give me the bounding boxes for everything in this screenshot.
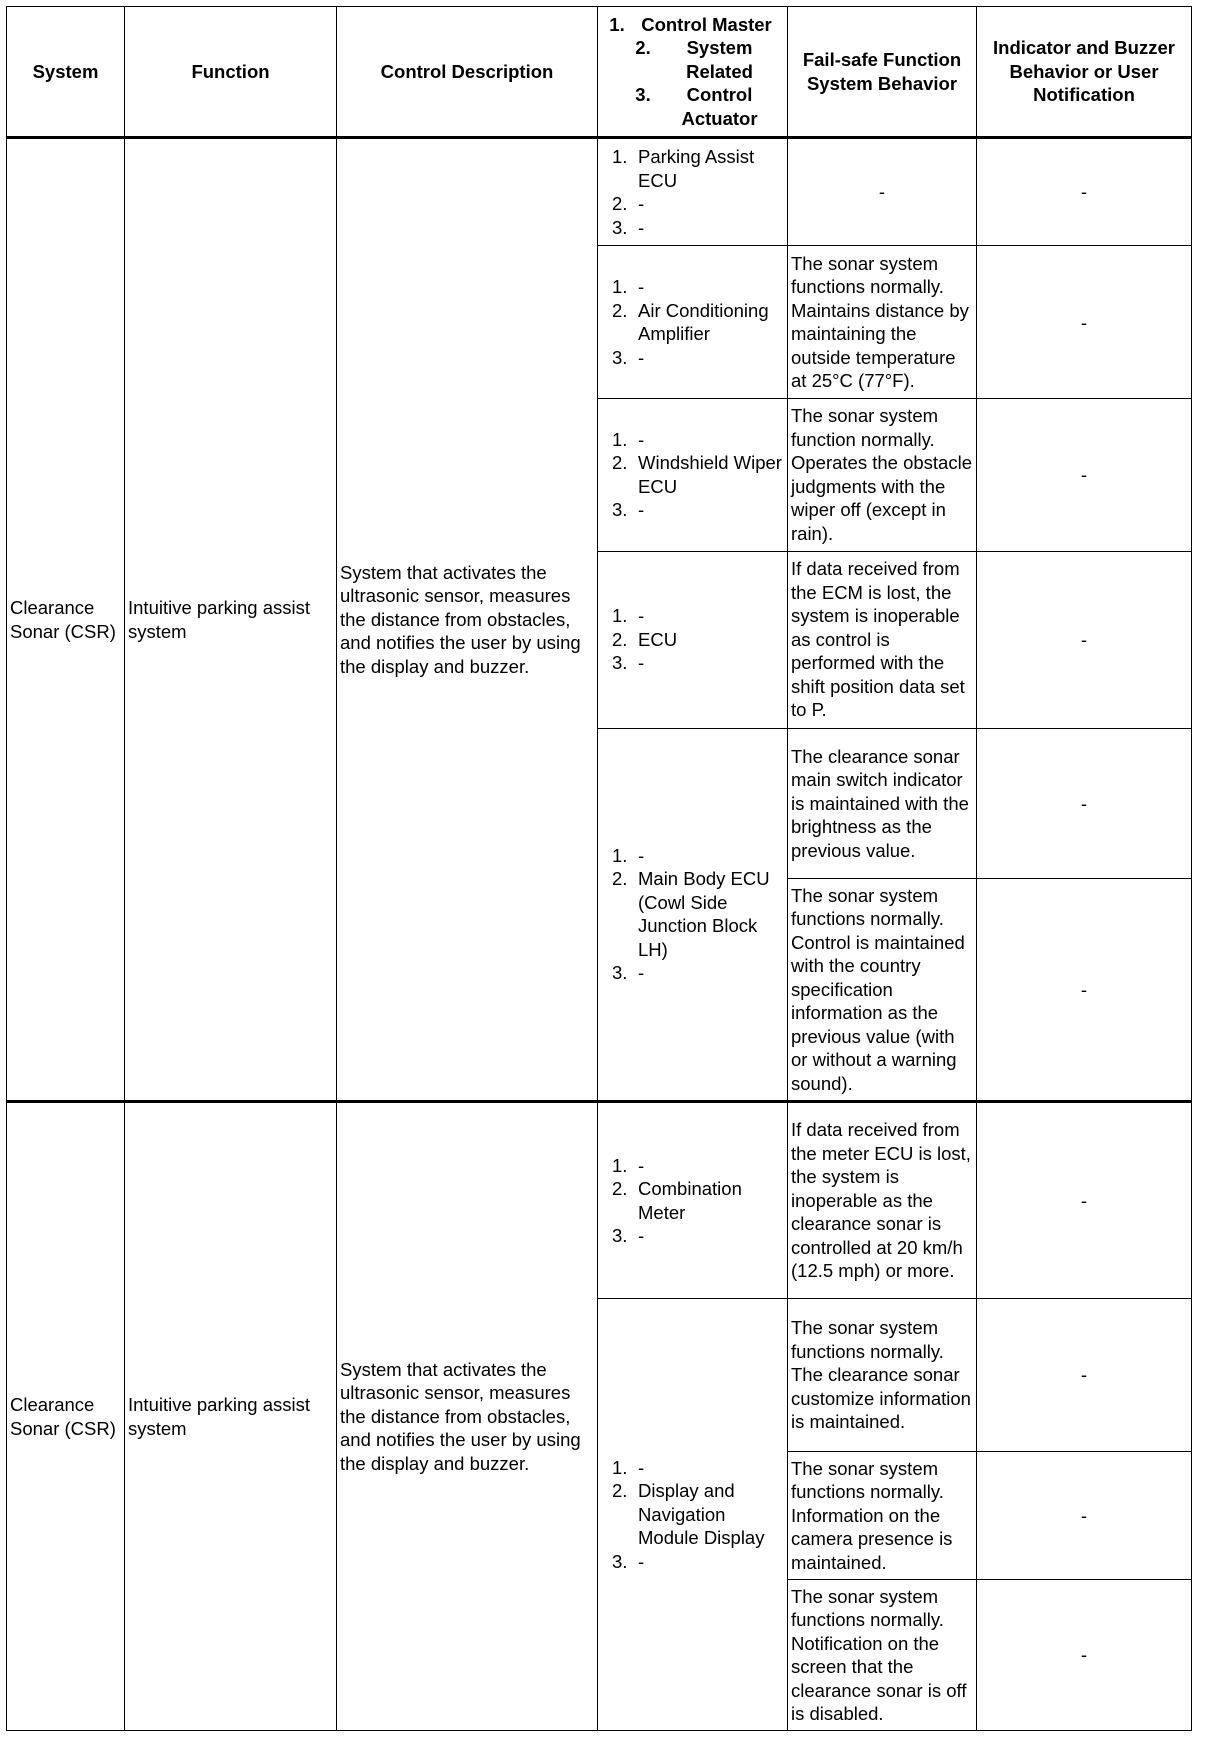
list-item: 2. ECU	[612, 628, 678, 650]
indicator-cell: -	[977, 1102, 1192, 1299]
system-cell: Clearance Sonar (CSR)	[7, 1102, 125, 1731]
list-item: 1. -	[612, 844, 645, 866]
header-row	[7, 7, 1192, 138]
list-item: 2. Display and Navigation Module Display	[612, 1480, 765, 1549]
failsafe-cell: The sonar system function normally. Operates the obstacle judgments with the wiper off (except in rain).	[788, 399, 977, 552]
header-control	[598, 7, 788, 138]
indicator-cell: -	[977, 879, 1192, 1102]
list-item: 3. -	[612, 346, 645, 368]
indicator-cell: -	[977, 399, 1192, 552]
system-cell: Clearance Sonar (CSR)	[7, 138, 125, 1102]
failsafe-cell: The sonar system functions normally. Control is maintained with the country specification information as the previous value (with or without a warning sound).	[788, 879, 977, 1102]
list-item: 3. -	[612, 1550, 645, 1572]
indicator-cell: -	[977, 551, 1192, 728]
list-item: 3. -	[612, 216, 645, 238]
header-indicator: Indicator and Buzzer Behavior or User Notification	[977, 7, 1192, 138]
list-item: 2. Air Conditioning Amplifier	[612, 299, 769, 345]
function-cell: Intuitive parking assist system	[125, 138, 337, 1102]
list-item: 1. -	[612, 1456, 645, 1478]
list-item: 2. -	[612, 193, 645, 215]
failsafe-cell: The clearance sonar main switch indicator is maintained with the brightness as the previous value.	[788, 728, 977, 879]
failsafe-cell: The sonar system functions normally. Notification on the screen that the clearance sonar is off is disabled.	[788, 1580, 977, 1731]
list-item: 1. -	[612, 1154, 645, 1176]
list-item: 1. -	[612, 605, 645, 627]
header-failsafe: Fail-safe Function System Behavior	[788, 7, 977, 138]
list-item: 2. Combination Meter	[612, 1178, 742, 1223]
related-list	[598, 728, 788, 1102]
failsafe-cell: If data received from the ECM is lost, the system is inoperable as control is performed with the shift position data set to P.	[788, 551, 977, 728]
indicator-cell: -	[977, 1580, 1192, 1731]
failsafe-cell: The sonar system functions normally. The clearance sonar customize information is maintained.	[788, 1299, 977, 1452]
related-list	[598, 1299, 788, 1731]
indicator-cell: -	[977, 246, 1192, 399]
indicator-cell: -	[977, 138, 1192, 246]
related-list	[598, 246, 788, 399]
description-cell: System that activates the ultrasonic sensor, measures the distance from obstacles, and notifies the user by using the display and buzzer.	[337, 138, 598, 1102]
indicator-cell: -	[977, 728, 1192, 879]
list-item: 1. -	[612, 428, 645, 450]
indicator-cell: -	[977, 1299, 1192, 1452]
failsafe-cell: If data received from the meter ECU is lost, the system is inoperable as the clearance sonar is controlled at 20 km/h (12.5 mph) or more.	[788, 1102, 977, 1299]
related-list	[598, 138, 788, 246]
list-item: 1. Parking Assist ECU	[612, 146, 755, 191]
list-item: 3. -	[612, 652, 645, 674]
related-list	[598, 399, 788, 552]
header-system: System	[7, 7, 125, 138]
header-function: Function	[125, 7, 337, 138]
table-row	[7, 138, 1192, 246]
failsafe-table	[6, 6, 1192, 1731]
list-item: 3. -	[612, 499, 645, 521]
failsafe-cell: The sonar system functions normally. Maintains distance by maintaining the outside temperature at 25°C (77°F).	[788, 246, 977, 399]
related-list	[598, 551, 788, 728]
table-row	[7, 1102, 1192, 1299]
description-cell: System that activates the ultrasonic sensor, measures the distance from obstacles, and notifies the user by using the display and buzzer.	[337, 1102, 598, 1731]
list-item: 1. -	[612, 276, 645, 298]
header-control-item: 2. System Related	[635, 37, 753, 82]
header-control-item: 3. Control Actuator	[635, 84, 758, 129]
indicator-cell: -	[977, 1451, 1192, 1580]
list-item: 2. Windshield Wiper ECU	[612, 452, 782, 497]
list-item: 2. Main Body ECU (Cowl Side Junction Block LH)	[612, 868, 770, 960]
header-control-description: Control Description	[337, 7, 598, 138]
failsafe-cell: The sonar system functions normally. Information on the camera presence is maintained.	[788, 1451, 977, 1580]
header-control-item: 1. Control Master	[609, 13, 772, 35]
failsafe-cell: -	[788, 138, 977, 246]
list-item: 3. -	[612, 962, 645, 984]
function-cell: Intuitive parking assist system	[125, 1102, 337, 1731]
list-item: 3. -	[612, 1225, 645, 1247]
related-list	[598, 1102, 788, 1299]
